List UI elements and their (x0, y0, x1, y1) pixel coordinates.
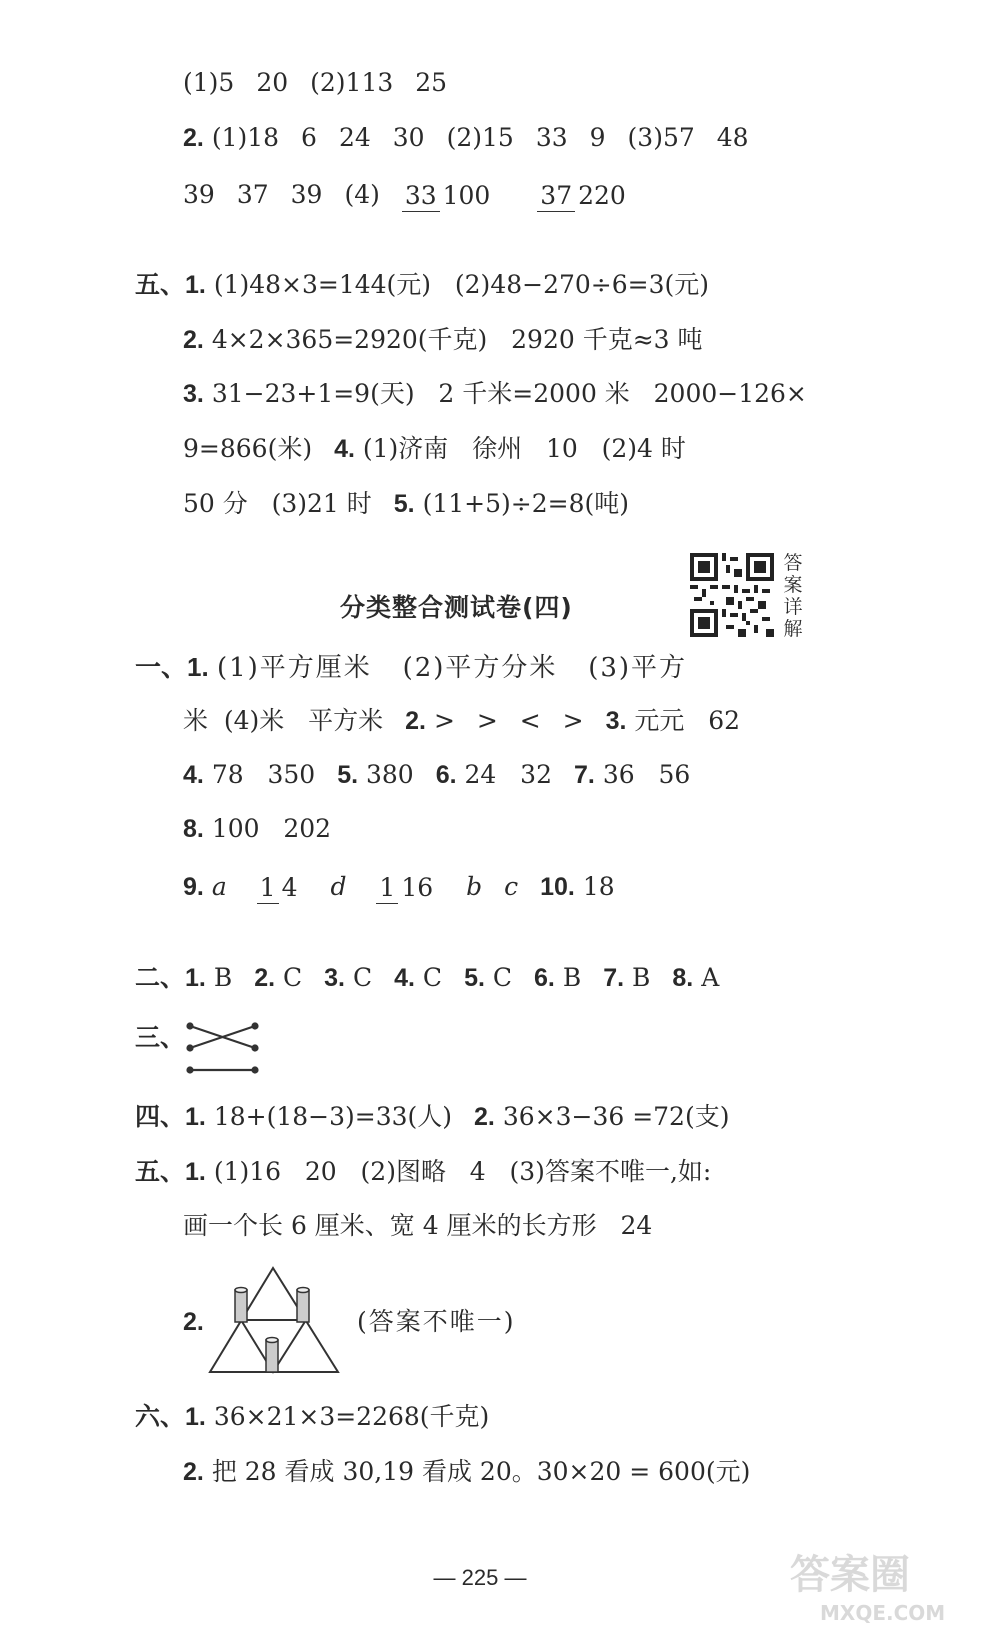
answer-line: 六、1. 36×21×3=2268(千克) (135, 1402, 490, 1431)
answer-line: 2. 4×2×365=2920(千克) 2920 千克≈3 吨 (183, 325, 703, 354)
answer-line: 画一个长 6 厘米、宽 4 厘米的长方形 24 (183, 1211, 653, 1240)
watermark-logo-icon (780, 1540, 990, 1625)
answer-line: 2. (183, 1308, 204, 1336)
svg-text:答案圈: 答案圈 (790, 1552, 910, 1598)
section-title: 分类整合测试卷(四) (340, 593, 573, 622)
answer-line: 二、1. B 2. C 3. C 4. C 5. C 6. B 7. B 8. A (135, 963, 720, 992)
answer-line: 2. 把 28 看成 30,19 看成 20。30×20 = 600(元) (183, 1457, 751, 1486)
answer-line: 3. 31−23+1=9(天) 2 千米=2000 米 2000−126× (183, 379, 807, 408)
qr-code-icon[interactable] (690, 553, 774, 637)
qr-label: 答案详解 (783, 552, 803, 640)
line-matching-diagram (185, 1020, 265, 1080)
answer-line: 4. 78 350 5. 380 6. 24 32 7. 36 56 (183, 760, 691, 789)
answer-line: 50 分 (3)21 时 5. (11+5)÷2=8(吨) (183, 489, 629, 518)
answer-line-fractions: 39 37 39 (4) 33 100 37 220 (183, 178, 651, 212)
fraction: 37 220 (537, 181, 629, 212)
answer-line: 三、 (135, 1024, 186, 1052)
answer-line: 一、1. (1)平方厘米 (2)平方分米 (3)平方 (135, 652, 688, 683)
answer-line: 2. (1)18 6 24 30 (2)15 33 9 (3)57 48 (183, 123, 749, 152)
answer-line: (1)5 20 (2)113 25 (183, 68, 448, 97)
fraction: 1 4 (257, 873, 301, 904)
answer-line: 米 (4)米 平方米 2. > > < > 3. 元元 62 (183, 706, 741, 735)
svg-text:MXQE.COM: MXQE.COM (820, 1601, 946, 1625)
answer-line: 五、1. (1)48×3=144(元) (2)48−270÷6=3(元) (135, 270, 710, 299)
answer-line: 五、1. (1)16 20 (2)图略 4 (3)答案不唯一,如: (135, 1157, 712, 1186)
answer-line: 8. 100 202 (183, 814, 332, 843)
fraction: 33 100 (402, 181, 494, 212)
answer-line: 9=866(米) 4. (1)济南 徐州 10 (2)4 时 (183, 434, 686, 463)
fraction: 1 16 (376, 873, 436, 904)
answer-note: (答案不唯一) (357, 1307, 516, 1336)
page-number: — 225 — (433, 1565, 527, 1590)
answer-line-fractions: 9. a 1 4 d 1 16 b c 10. 18 (183, 872, 615, 902)
triangle-figure (205, 1262, 345, 1378)
answer-line: 四、1. 18+(18−3)=33(人) 2. 36×3−36 =72(支) (135, 1102, 730, 1131)
